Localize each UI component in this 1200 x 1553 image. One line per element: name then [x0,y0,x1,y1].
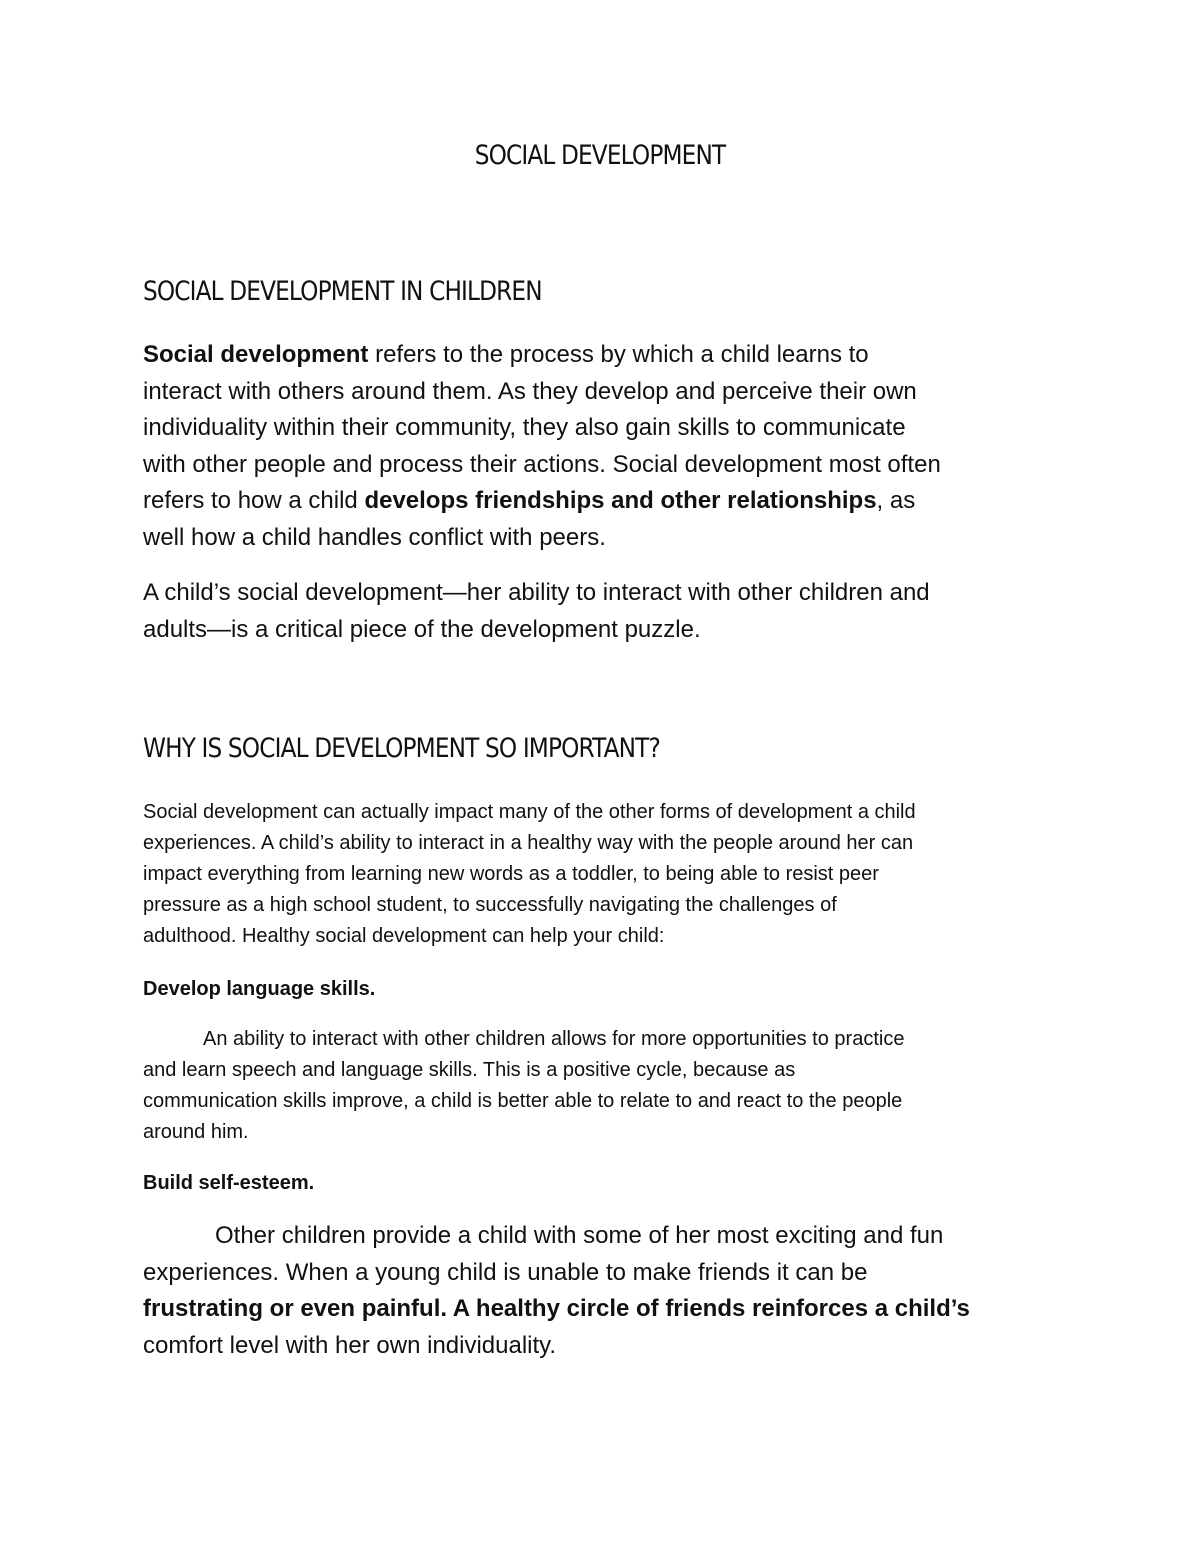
section-heading-why-important: WHY IS SOCIAL DEVELOPMENT SO IMPORTANT? [143,733,660,764]
text-line: impact everything from learning new words as a toddler, to being able to resist peer [143,863,879,885]
text-line: communication skills improve, a child is better able to relate to and react to the people [143,1090,903,1112]
text-span: refers to the process by which a child learns to [368,341,869,368]
bold-phrase: develops friendships and other relationships [364,487,877,514]
paragraph-self-esteem [143,1218,1063,1364]
text-line: around him. [143,1121,249,1143]
paragraph-social-development-definition [143,337,1063,556]
document-title: SOCIAL DEVELOPMENT [474,140,726,171]
bold-term: Social development [143,341,369,368]
text-span: refers to how a child [143,487,365,514]
section-heading-social-development-in-children: SOCIAL DEVELOPMENT IN CHILDREN [143,276,542,307]
text-line: pressure as a high school student, to successfully navigating the challenges of [143,894,837,916]
text-line: individuality within their community, they also gain skills to communicate [143,414,906,441]
text-line: A child’s social development—her ability to interact with other children and [143,579,930,606]
subheading-build-self-esteem: Build self-esteem. [143,1172,315,1194]
text-line: experiences. When a young child is unable to make friends it can be [143,1258,868,1286]
text-line: well how a child handles conflict with peers. [143,523,606,551]
text-line: frustrating or even painful. A healthy circle of friends reinforces a child’s [143,1295,970,1322]
subheading-develop-language-skills: Develop language skills. [143,978,376,1000]
paragraph-language-skills [143,1024,1063,1148]
text-line: Social development can actually impact many of the other forms of development a child [143,801,916,823]
paragraph-critical-piece [143,575,1063,648]
text-line [143,483,1063,520]
text-line: adults—is a critical piece of the development puzzle. [143,615,701,643]
text-line: interact with others around them. As they develop and perceive their own [143,377,917,405]
text-line [143,337,1063,374]
text-span: An ability to interact with other children allows for more opportunities to practice [203,1028,905,1050]
text-line: with other people and process their actions. Social development most often [143,450,941,478]
paragraph-impact [143,797,1063,952]
text-line: adulthood. Healthy social development can help your child: [143,925,665,947]
text-line: experiences. A child’s ability to interact in a healthy way with the people around her can [143,832,914,854]
text-span: , as [876,487,916,514]
text-line [143,1218,1063,1255]
text-span: Other children provide a child with some of her most exciting and fun [215,1222,944,1249]
text-line: and learn speech and language skills. This is a positive cycle, because as [143,1059,796,1081]
text-line [143,1024,1063,1055]
text-line: comfort level with her own individuality. [143,1331,557,1359]
